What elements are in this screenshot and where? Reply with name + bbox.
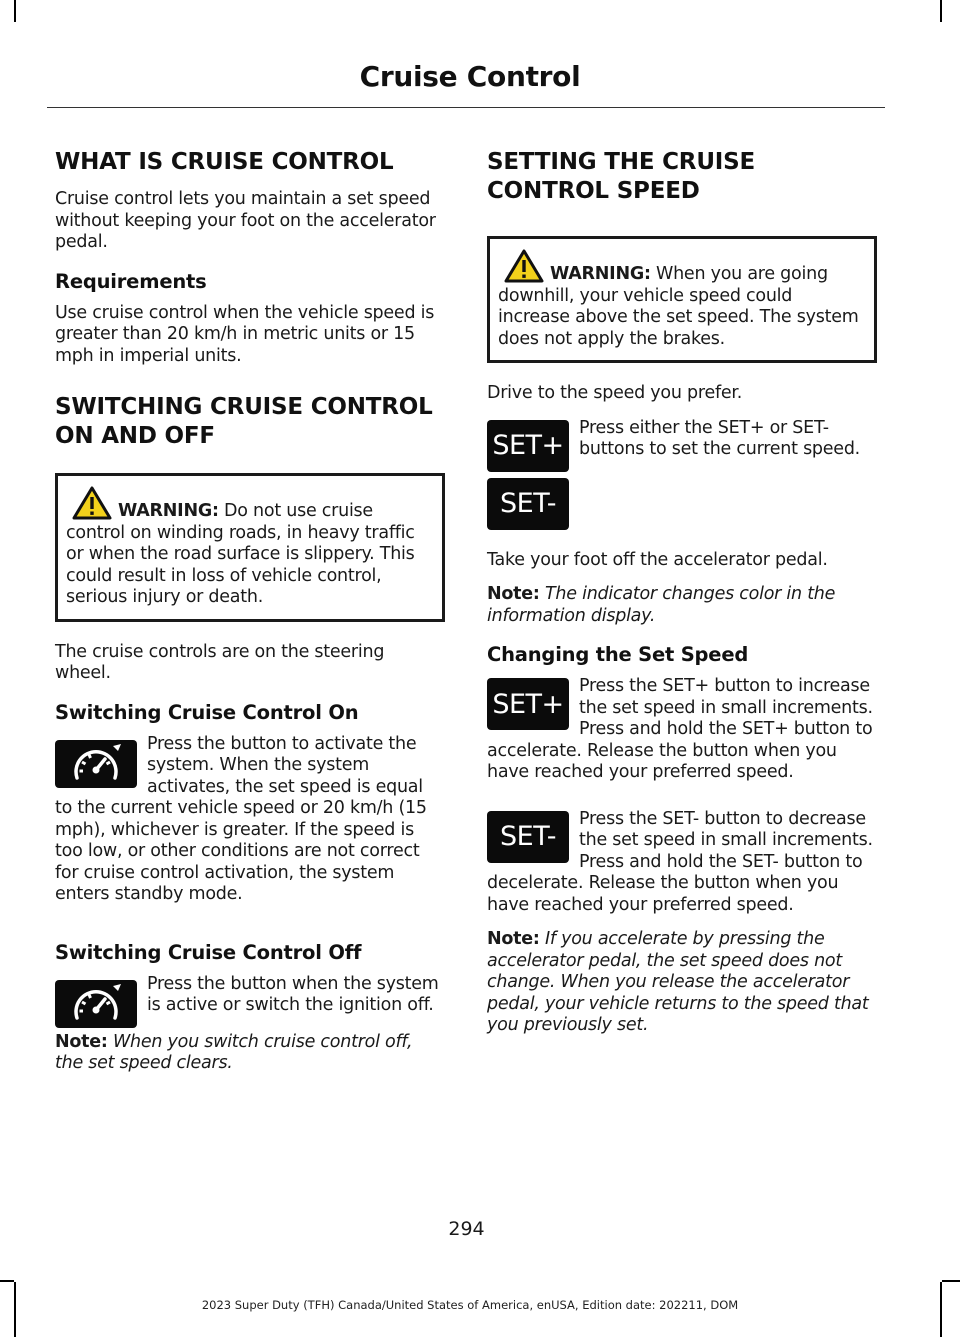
left-column [55,140,445,1088]
switching-off-block [55,974,445,1032]
note-set-speed-clears [55,1032,445,1075]
press-either-paragraph: Press either the SET+ or SET- buttons to set the current speed. [579,417,860,459]
foot-off-paragraph: Take your foot off the accelerator pedal. [487,549,828,570]
switching-off-paragraph: Press the button when the system is active or switch the ignition off. [147,973,439,1015]
note-indicator-color [487,584,877,627]
note-accelerate [487,929,877,1037]
drive-paragraph: Drive to the speed you prefer. [487,383,743,403]
note-text: The indicator changes color in the information display. [487,584,836,626]
increase-block [487,676,877,797]
section-heading-setting [487,148,877,206]
set-minus-icon: SET- [487,811,569,863]
warning-box-winding-roads [55,473,445,622]
section-heading-switching [55,393,445,451]
note-label: Note: [487,929,540,949]
set-buttons-icon-stack [487,420,569,536]
note-text: When you switch cruise control off, the set speed clears. [55,1031,413,1073]
setting-heading-line1: SETTING THE CRUISE [487,149,756,175]
increase-paragraph: Press the SET+ button to increase the set speed in small increments. Press and hold the SET+ button to accelerate. Release the button when you have reached your preferred speed. [487,676,873,782]
set-minus-icon-wrapper [487,811,569,869]
switching-on-block [55,734,445,919]
header-divider [47,107,885,108]
switching-on-heading: Switching Cruise Control On [55,700,359,724]
warning-text: Do not use cruise control on winding roads, in heavy traffic or when the road surface is slippery. This could result in loss of vehicle control, serious injury or death. [66,501,415,607]
warning-label: WARNING: [550,264,651,284]
crop-mark-top-right [940,0,942,22]
note-text: If you accelerate by pressing the accelerator pedal, the set speed does not change. When you release the accelerator pedal, your vehicle returns to the speed that you previously set. [487,929,869,1035]
set-minus-icon: SET- [487,478,569,530]
changing-set-speed-heading: Changing the Set Speed [487,643,749,666]
decrease-paragraph: Press the SET- button to decrease the set speed in small increments. Press and hold the SET- button to decelerate. Release the button when you have reached your preferred speed. [487,808,873,915]
page-number: 294 [448,1218,485,1240]
what-is-paragraph: Cruise control lets you maintain a set speed without keeping your foot on the accelerator pedal. [55,189,436,252]
switching-off-heading: Switching Cruise Control Off [55,940,362,964]
cruise-control-off-speedometer-icon [55,980,137,1028]
switching-on-paragraph: Press the button to activate the system. When the system activates, the set speed is equal to the current vehicle speed or 20 km/h (15 mph), whichever is greater. If the speed is too low, or other conditions are not correct for cruise control activation, the system enters standby mode. [55,733,427,904]
note-label: Note: [487,584,540,604]
requirements-heading: Requirements [55,269,207,293]
set-plus-icon: SET+ [487,420,569,472]
set-plus-icon-wrapper [487,678,569,736]
switching-heading-line2: ON AND OFF [55,423,215,449]
crop-mark-bottom-right [940,1282,942,1337]
controls-location-paragraph: The cruise controls are on the steering wheel. [55,641,385,683]
note-label: Note: [55,1031,108,1052]
warning-box-downhill [487,236,877,363]
crop-mark-bottom-right-h [942,1280,960,1282]
warning-triangle-icon [72,486,112,520]
crop-mark-bottom-left-h [0,1280,14,1282]
right-column [487,140,877,1050]
warning-label: WARNING: [118,501,219,521]
warning-triangle-icon [504,249,544,283]
press-either-block [487,418,877,540]
decrease-block [487,809,877,930]
page-title: Cruise Control [359,60,581,93]
setting-heading-line2: CONTROL SPEED [487,178,700,204]
section-heading-what-is: WHAT IS CRUISE CONTROL [55,149,394,175]
cruise-control-speedometer-icon [55,740,137,788]
requirements-paragraph: Use cruise control when the vehicle speed is greater than 20 km/h in metric units or 15 mph in imperial units. [55,302,435,366]
crop-mark-top-left [14,0,16,22]
warning-text: When you are going downhill, your vehicle speed could increase above the set speed. The system does not apply the brakes. [498,264,859,349]
switching-heading-line1: SWITCHING CRUISE CONTROL [55,394,433,420]
page-footer: 2023 Super Duty (TFH) Canada/United States of America, enUSA, Edition date: 202211, DOM [201,1298,739,1312]
set-plus-icon: SET+ [487,678,569,730]
